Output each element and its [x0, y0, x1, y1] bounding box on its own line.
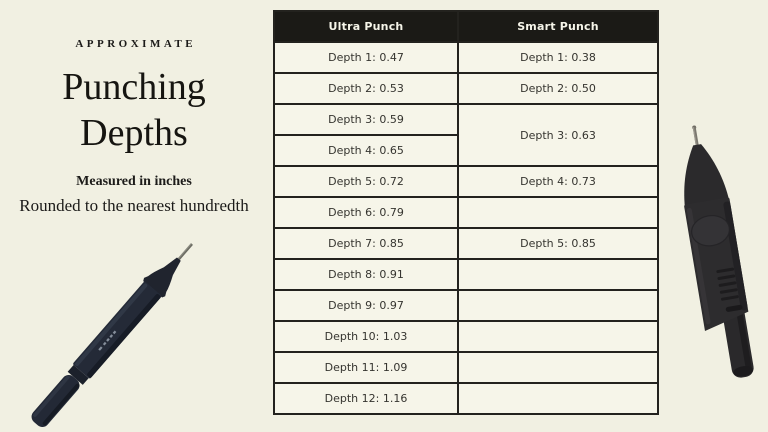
ultra-depth-cell: Depth 8: 0.91: [274, 259, 458, 290]
ultra-depth-cell: Depth 1: 0.47: [274, 42, 458, 73]
table-row: [274, 383, 658, 414]
table-row: [274, 73, 658, 104]
ultra-depth-cell: Depth 12: 1.16: [274, 383, 458, 414]
ultra-depth-cell: Depth 9: 0.97: [274, 290, 458, 321]
ultra-depth-cell: Depth 4: 0.65: [274, 135, 458, 166]
left-panel: [0, 0, 268, 216]
subtitle-rounding: Rounded to the nearest hundredth: [19, 196, 249, 216]
eyebrow-approximate: APPROXIMATE: [75, 38, 197, 50]
smart-depth-cell-merged: Depth 3: 0.63: [458, 104, 658, 166]
ultra-punch-tool-image: [12, 228, 224, 432]
table-row: [274, 259, 658, 290]
page-title: [0, 65, 268, 156]
ultra-depth-cell: Depth 6: 0.79: [274, 197, 458, 228]
table-row: [274, 104, 658, 135]
ultra-depth-cell: Depth 10: 1.03: [274, 321, 458, 352]
title-line-1: Punching: [62, 66, 206, 108]
ultra-depth-cell: Depth 5: 0.72: [274, 166, 458, 197]
smart-depth-cell-empty: [458, 352, 658, 383]
table-row: [274, 228, 658, 259]
smart-depth-cell-empty: [458, 321, 658, 352]
ultra-depth-cell: Depth 3: 0.59: [274, 104, 458, 135]
smart-depth-cell: Depth 1: 0.38: [458, 42, 658, 73]
ultra-depth-cell: Depth 7: 0.85: [274, 228, 458, 259]
smart-depth-cell: Depth 2: 0.50: [458, 73, 658, 104]
title-line-2: Depths: [80, 111, 188, 154]
smart-depth-cell-empty: [458, 259, 658, 290]
table-row: [274, 197, 658, 228]
smart-punch-tool-image: [652, 108, 764, 382]
table-row: [274, 321, 658, 352]
column-header-ultra-punch: Ultra Punch: [274, 11, 458, 42]
smart-depth-cell: Depth 4: 0.73: [458, 166, 658, 197]
smart-depth-cell-empty: [458, 383, 658, 414]
table-row: [274, 352, 658, 383]
punch-depth-table: [273, 10, 659, 415]
table-header-row: [274, 11, 658, 42]
smart-depth-cell-empty: [458, 290, 658, 321]
ultra-depth-cell: Depth 2: 0.53: [274, 73, 458, 104]
table-row: [274, 166, 658, 197]
table-row: [274, 290, 658, 321]
column-header-smart-punch: Smart Punch: [458, 11, 658, 42]
table-row: [274, 42, 658, 73]
ultra-depth-cell: Depth 11: 1.09: [274, 352, 458, 383]
subtitle-units: Measured in inches: [76, 174, 192, 190]
smart-depth-cell: Depth 5: 0.85: [458, 228, 658, 259]
smart-depth-cell-empty: [458, 197, 658, 228]
